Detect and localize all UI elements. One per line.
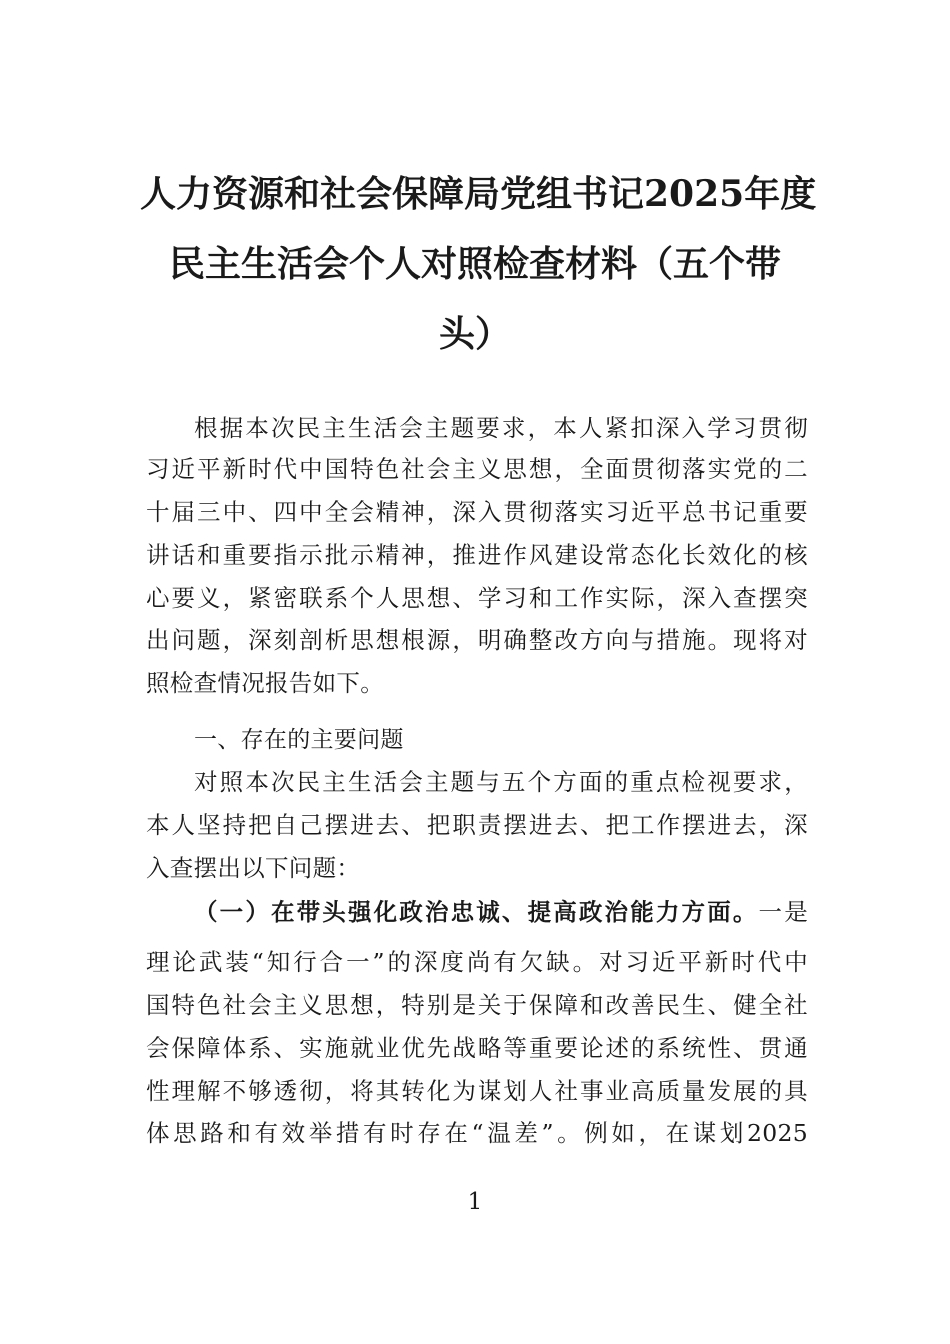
item-paragraph-line: 理论武装“知行合一”的深度尚有欠缺。对习近平新时代中 (146, 948, 808, 976)
item-paragraph-line: 国特色社会主义思想，特别是关于保障和改善民生、健全社 (146, 991, 808, 1019)
item-paragraph-line: 性理解不够透彻，将其转化为谋划人社事业高质量发展的具 (146, 1077, 808, 1105)
page-number: 1 (467, 1189, 483, 1215)
section-paragraph-line: 本人坚持把自己摆进去、把职责摆进去、把工作摆进去，深 (146, 811, 808, 839)
intro-paragraph-line: 习近平新时代中国特色社会主义思想，全面贯彻落实党的二 (146, 455, 808, 483)
intro-paragraph-line: 讲话和重要指示批示精神，推进作风建设常态化长效化的核 (146, 541, 808, 569)
item-paragraph-line: 体思路和有效举措有时存在“温差”。例如，在谋划2025 (146, 1119, 808, 1147)
intro-paragraph-line: 出问题，深刻剖析思想根源，明确整改方向与措施。现将对 (146, 626, 808, 654)
item-first-line-rest: 一是 (758, 898, 808, 926)
intro-paragraph-line: 照检查情况报告如下。 (146, 669, 384, 697)
section-paragraph-line: 入查摆出以下问题： (146, 854, 361, 882)
intro-paragraph-line: 心要义，紧密联系个人思想、学习和工作实际，深入查摆突 (146, 584, 808, 612)
document-title-line-1: 人力资源和社会保障局党组书记2025年度 (140, 173, 817, 215)
intro-paragraph-line: 十届三中、四中全会精神，深入贯彻落实习近平总书记重要 (146, 498, 808, 526)
section-heading: 一、存在的主要问题 (194, 727, 404, 753)
document-title-line-3: 头） (438, 313, 511, 355)
item-bold-heading: （一）在带头强化政治忠诚、提高政治能力方面。 (194, 898, 759, 926)
item-paragraph-line: 会保障体系、实施就业优先战略等重要论述的系统性、贯通 (146, 1034, 808, 1062)
document-title-line-2: 民主生活会个人对照检查材料（五个带 (168, 243, 781, 285)
item-paragraph-first-line (194, 894, 808, 930)
intro-paragraph-line: 根据本次民主生活会主题要求，本人紧扣深入学习贯彻 (194, 414, 808, 442)
section-paragraph-line: 对照本次民主生活会主题与五个方面的重点检视要求， (194, 768, 808, 796)
